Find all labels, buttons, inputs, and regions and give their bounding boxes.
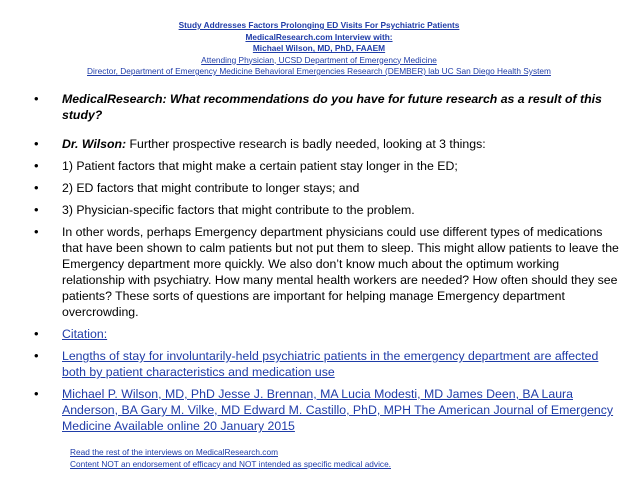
bullet: •: [34, 224, 39, 239]
point-2-text: 2) ED factors that might contribute to longer stays; and: [62, 181, 360, 195]
list-item-point-3: [34, 202, 624, 218]
bullet: •: [34, 158, 39, 173]
list-item-answer: [34, 136, 624, 152]
footer: [70, 447, 391, 470]
bullet: •: [34, 91, 39, 106]
author-link[interactable]: Michael Wilson, MD, PhD, FAAEM: [252, 43, 386, 53]
question-text: MedicalResearch: What recommendations do you have for future research as a result of this study?: [62, 92, 602, 122]
point-3-text: 3) Physician-specific factors that might contribute to the problem.: [62, 203, 415, 217]
footer-read-more-link[interactable]: Read the rest of the interviews on MedicalResearch.com: [70, 447, 278, 457]
answer-speaker: Dr. Wilson:: [62, 137, 127, 151]
header: [0, 20, 638, 78]
author-department-link[interactable]: Director, Department of Emergency Medicine Behavioral Emergencies Research (DEMBER) lab UC San Diego Health System: [87, 66, 551, 76]
list-item-citation-label: [34, 326, 624, 342]
list-item-point-1: [34, 158, 624, 174]
author-role-link[interactable]: Attending Physician, UCSD Department of Emergency Medicine: [201, 54, 437, 65]
bullet: •: [34, 348, 39, 363]
bullet: •: [34, 180, 39, 195]
bullet: •: [34, 386, 39, 401]
content-list: [34, 91, 624, 440]
footer-disclaimer-link[interactable]: Content NOT an endorsement of efficacy and NOT intended as specific medical advice.: [70, 458, 391, 469]
citation-label-link[interactable]: Citation:: [62, 327, 108, 341]
list-item-paragraph: [34, 224, 624, 320]
bullet: •: [34, 136, 39, 151]
interview-subtitle-link[interactable]: MedicalResearch.com Interview with:: [245, 31, 393, 42]
bullet: •: [34, 202, 39, 217]
citation-authors-link[interactable]: Michael P. Wilson, MD, PhD Jesse J. Brennan, MA Lucia Modesti, MD James Deen, BA Laura Anderson, BA Gary M. Vilke, MD Edward M. Castillo, PhD, MPH The American Journal of Emergency Medicine Available online 20 January 2015: [62, 387, 614, 433]
list-item-citation-authors: [34, 386, 624, 434]
list-item-point-2: [34, 180, 624, 196]
point-1-text: 1) Patient factors that might make a certain patient stay longer in the ED;: [62, 159, 458, 173]
list-item-citation-title: [34, 348, 624, 380]
answer-intro: Further prospective research is badly needed, looking at 3 things:: [126, 137, 486, 151]
list-item-question: [34, 91, 624, 123]
bullet: •: [34, 326, 39, 341]
paragraph-text: In other words, perhaps Emergency department physicians could use different types of medications that have been shown to calm patients but not put them to sleep. This might allow patients to leave the Emergency department more quickly. We also don’t know much about the optimum working relationship with psychiatry. How many mental health workers are needed? How often should they see patients? These sorts of questions are important for helping manage Emergency department overcrowding.: [62, 225, 619, 319]
citation-title-link[interactable]: Lengths of stay for involuntarily-held psychiatric patients in the emergency department are affected both by patient characteristics and medication use: [62, 349, 599, 379]
article-title-link[interactable]: Study Addresses Factors Prolonging ED Visits For Psychiatric Patients: [178, 20, 460, 30]
